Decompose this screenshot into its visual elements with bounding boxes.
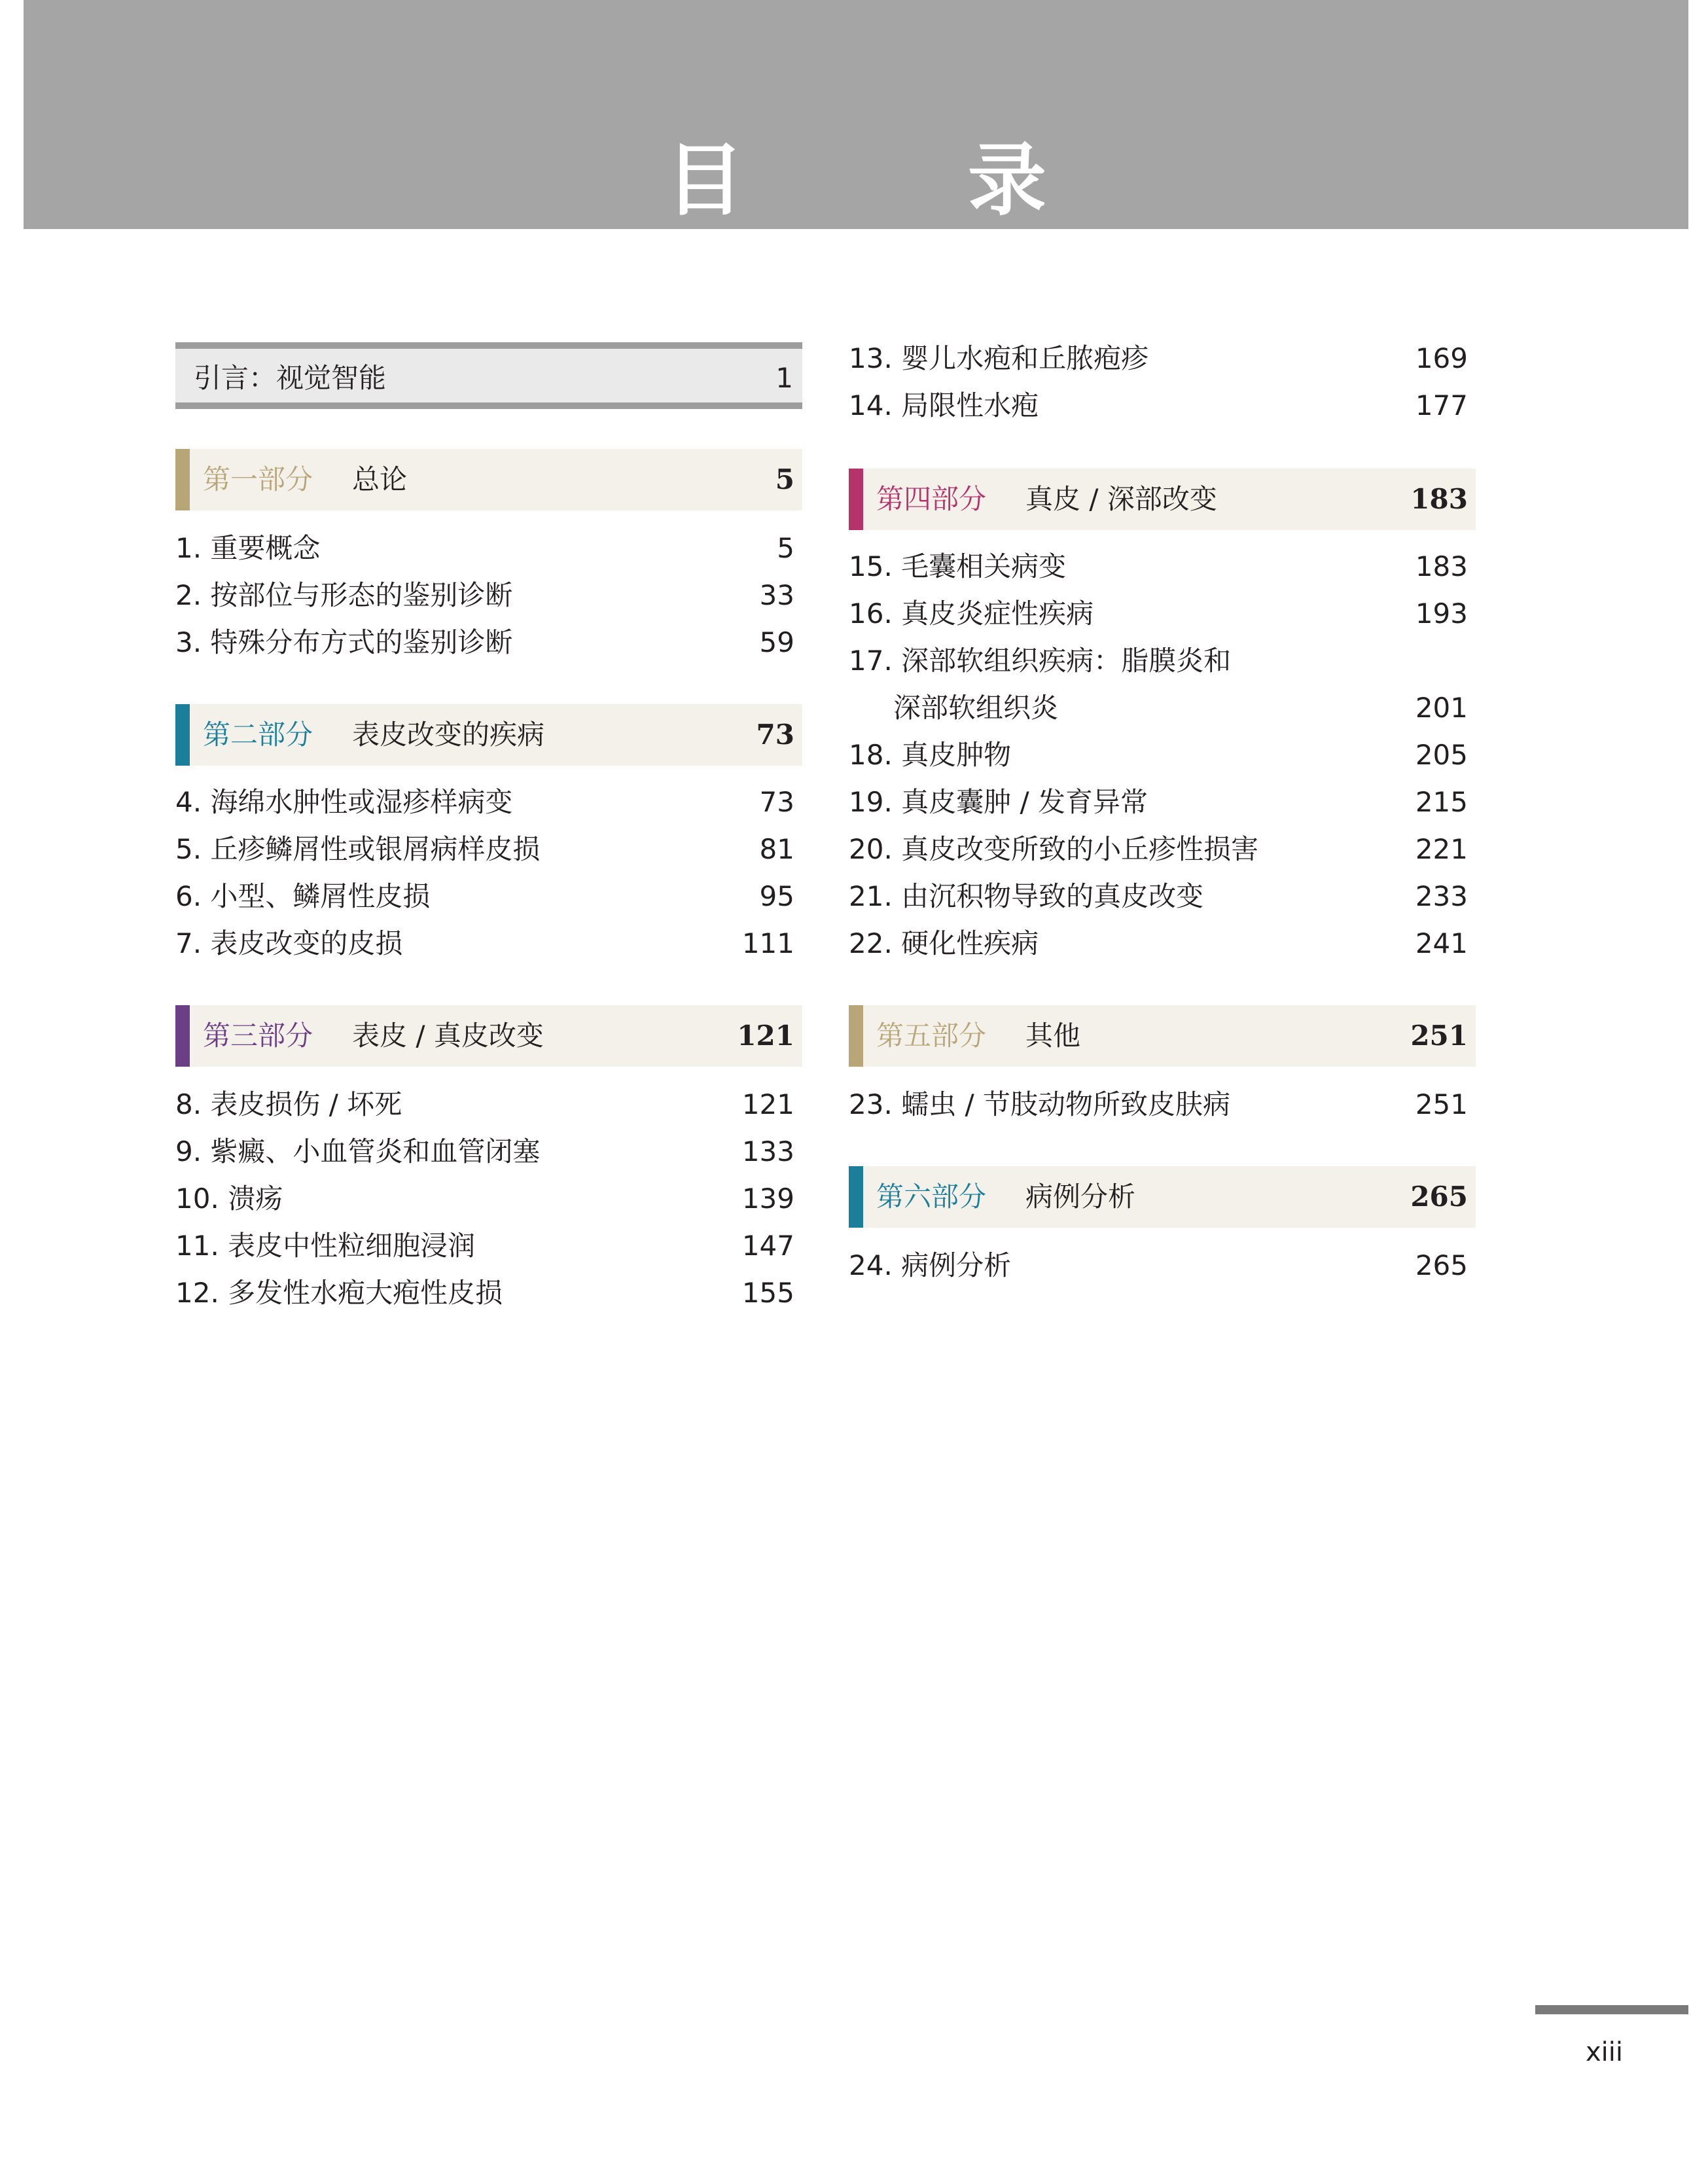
toc-entry[interactable] — [175, 877, 794, 916]
part-page: 5 — [775, 463, 794, 495]
part-name: 表皮 / 真皮改变 — [352, 1020, 544, 1052]
toc-entry[interactable] — [175, 576, 794, 615]
toc-entry[interactable] — [175, 1085, 794, 1124]
toc-entry[interactable] — [849, 594, 1468, 633]
entry-page: 155 — [741, 1277, 794, 1309]
part-page: 73 — [756, 719, 794, 751]
entry-title: 4. 海绵水肿性或湿疹样病变 — [175, 786, 513, 818]
toc-entry[interactable] — [849, 877, 1468, 916]
part-page: 265 — [1410, 1181, 1468, 1213]
entry-page: 233 — [1415, 880, 1468, 912]
part-header-3[interactable] — [175, 1005, 802, 1067]
entry-title: 9. 紫癜、小血管炎和血管闭塞 — [175, 1135, 541, 1167]
toc-entry[interactable] — [849, 783, 1468, 822]
entry-title: 17. 深部软组织疾病：脂膜炎和 — [849, 645, 1232, 677]
toc-entry[interactable] — [849, 830, 1468, 869]
entry-page: 121 — [741, 1088, 794, 1120]
footer-rule — [1535, 2005, 1688, 2014]
entry-title: 19. 真皮囊肿 / 发育异常 — [849, 786, 1148, 818]
entry-title: 3. 特殊分布方式的鉴别诊断 — [175, 626, 513, 658]
toc-entry[interactable] — [849, 736, 1468, 775]
part-marker — [175, 449, 190, 510]
entry-title: 6. 小型、鳞屑性皮损 — [175, 880, 431, 912]
intro-page: 1 — [775, 362, 793, 394]
entry-page: 59 — [759, 626, 794, 658]
toc-entry[interactable] — [849, 386, 1468, 425]
part-name: 真皮 / 深部改变 — [1025, 483, 1217, 515]
part-marker — [849, 469, 863, 530]
toc-entry[interactable] — [175, 924, 794, 963]
entry-page: 215 — [1415, 786, 1468, 818]
part-label: 第一部分 — [203, 463, 313, 495]
part-header-2[interactable] — [175, 704, 802, 766]
header-banner — [24, 0, 1688, 229]
part-marker — [849, 1005, 863, 1067]
entry-title: 16. 真皮炎症性疾病 — [849, 597, 1094, 630]
entry-title: 深部软组织炎 — [893, 692, 1059, 724]
toc-entry[interactable] — [175, 1226, 794, 1266]
entry-title: 12. 多发性水疱大疱性皮损 — [175, 1277, 503, 1309]
entry-title: 21. 由沉积物导致的真皮改变 — [849, 880, 1204, 912]
page-title: 目 录 — [666, 134, 1145, 226]
toc-entry[interactable] — [849, 339, 1468, 378]
entry-title: 18. 真皮肿物 — [849, 739, 1012, 771]
part-marker — [175, 704, 190, 766]
entry-title: 11. 表皮中性粒细胞浸润 — [175, 1230, 476, 1262]
toc-entry[interactable] — [175, 783, 794, 822]
part-page: 183 — [1410, 483, 1468, 515]
part-header-1[interactable] — [175, 449, 802, 510]
entry-page: 265 — [1415, 1249, 1468, 1281]
entry-title: 22. 硬化性疾病 — [849, 927, 1039, 959]
entry-title: 10. 溃疡 — [175, 1183, 283, 1215]
toc-entry[interactable] — [849, 924, 1468, 963]
entry-page: 221 — [1415, 833, 1468, 865]
toc-entry[interactable] — [175, 1273, 794, 1313]
entry-page: 205 — [1415, 739, 1468, 771]
entry-page: 133 — [741, 1135, 794, 1167]
entry-title: 20. 真皮改变所致的小丘疹性损害 — [849, 833, 1259, 865]
entry-title: 15. 毛囊相关病变 — [849, 550, 1067, 582]
entry-page: 95 — [759, 880, 794, 912]
part-name: 病例分析 — [1025, 1181, 1136, 1213]
entry-page: 251 — [1415, 1088, 1468, 1120]
entry-page: 81 — [759, 833, 794, 865]
entry-page: 241 — [1415, 927, 1468, 959]
entry-title: 7. 表皮改变的皮损 — [175, 927, 403, 959]
entry-page: 169 — [1415, 342, 1468, 374]
toc-entry[interactable] — [849, 547, 1468, 586]
part-name: 其他 — [1025, 1020, 1081, 1052]
entry-title: 13. 婴儿水疱和丘脓疱疹 — [849, 342, 1149, 374]
part-marker — [849, 1166, 863, 1228]
part-label: 第五部分 — [876, 1020, 987, 1052]
toc-entry[interactable] — [175, 529, 794, 568]
part-page: 121 — [737, 1020, 794, 1052]
part-label: 第三部分 — [203, 1020, 313, 1052]
entry-page: 183 — [1415, 550, 1468, 582]
toc-entry-continued[interactable] — [849, 688, 1468, 728]
toc-entry[interactable] — [175, 623, 794, 662]
part-label: 第四部分 — [876, 483, 987, 515]
toc-entry[interactable] — [175, 1132, 794, 1171]
entry-title: 24. 病例分析 — [849, 1249, 1012, 1281]
entry-title: 5. 丘疹鳞屑性或银屑病样皮损 — [175, 833, 541, 865]
entry-page: 177 — [1415, 389, 1468, 421]
part-header-6[interactable] — [849, 1166, 1476, 1228]
entry-title: 14. 局限性水疱 — [849, 389, 1039, 421]
toc-entry[interactable] — [849, 641, 1468, 681]
part-header-5[interactable] — [849, 1005, 1476, 1067]
entry-title: 8. 表皮损伤 / 坏死 — [175, 1088, 402, 1120]
part-label: 第二部分 — [203, 719, 313, 751]
part-name: 总论 — [352, 463, 408, 495]
entry-page: 139 — [741, 1183, 794, 1215]
part-marker — [175, 1005, 190, 1067]
toc-entry[interactable] — [175, 830, 794, 869]
intro-entry[interactable] — [175, 342, 802, 409]
part-label: 第六部分 — [876, 1181, 987, 1213]
entry-page: 147 — [741, 1230, 794, 1262]
entry-page: 73 — [759, 786, 794, 818]
part-page: 251 — [1410, 1020, 1468, 1052]
intro-title: 引言：视觉智能 — [194, 362, 387, 394]
entry-title: 1. 重要概念 — [175, 532, 321, 564]
entry-title: 23. 蠕虫 / 节肢动物所致皮肤病 — [849, 1088, 1230, 1120]
entry-page: 5 — [777, 532, 794, 564]
part-name: 表皮改变的疾病 — [352, 719, 545, 751]
page-number: xiii — [1585, 2037, 1623, 2067]
entry-page: 33 — [759, 579, 794, 611]
toc-entry[interactable] — [849, 1246, 1468, 1285]
entry-page: 111 — [741, 927, 794, 959]
part-header-4[interactable] — [849, 469, 1476, 530]
toc-entry[interactable] — [849, 1085, 1468, 1124]
entry-title: 2. 按部位与形态的鉴别诊断 — [175, 579, 513, 611]
entry-page: 201 — [1415, 692, 1468, 724]
entry-page: 193 — [1415, 597, 1468, 630]
toc-entry[interactable] — [175, 1179, 794, 1219]
